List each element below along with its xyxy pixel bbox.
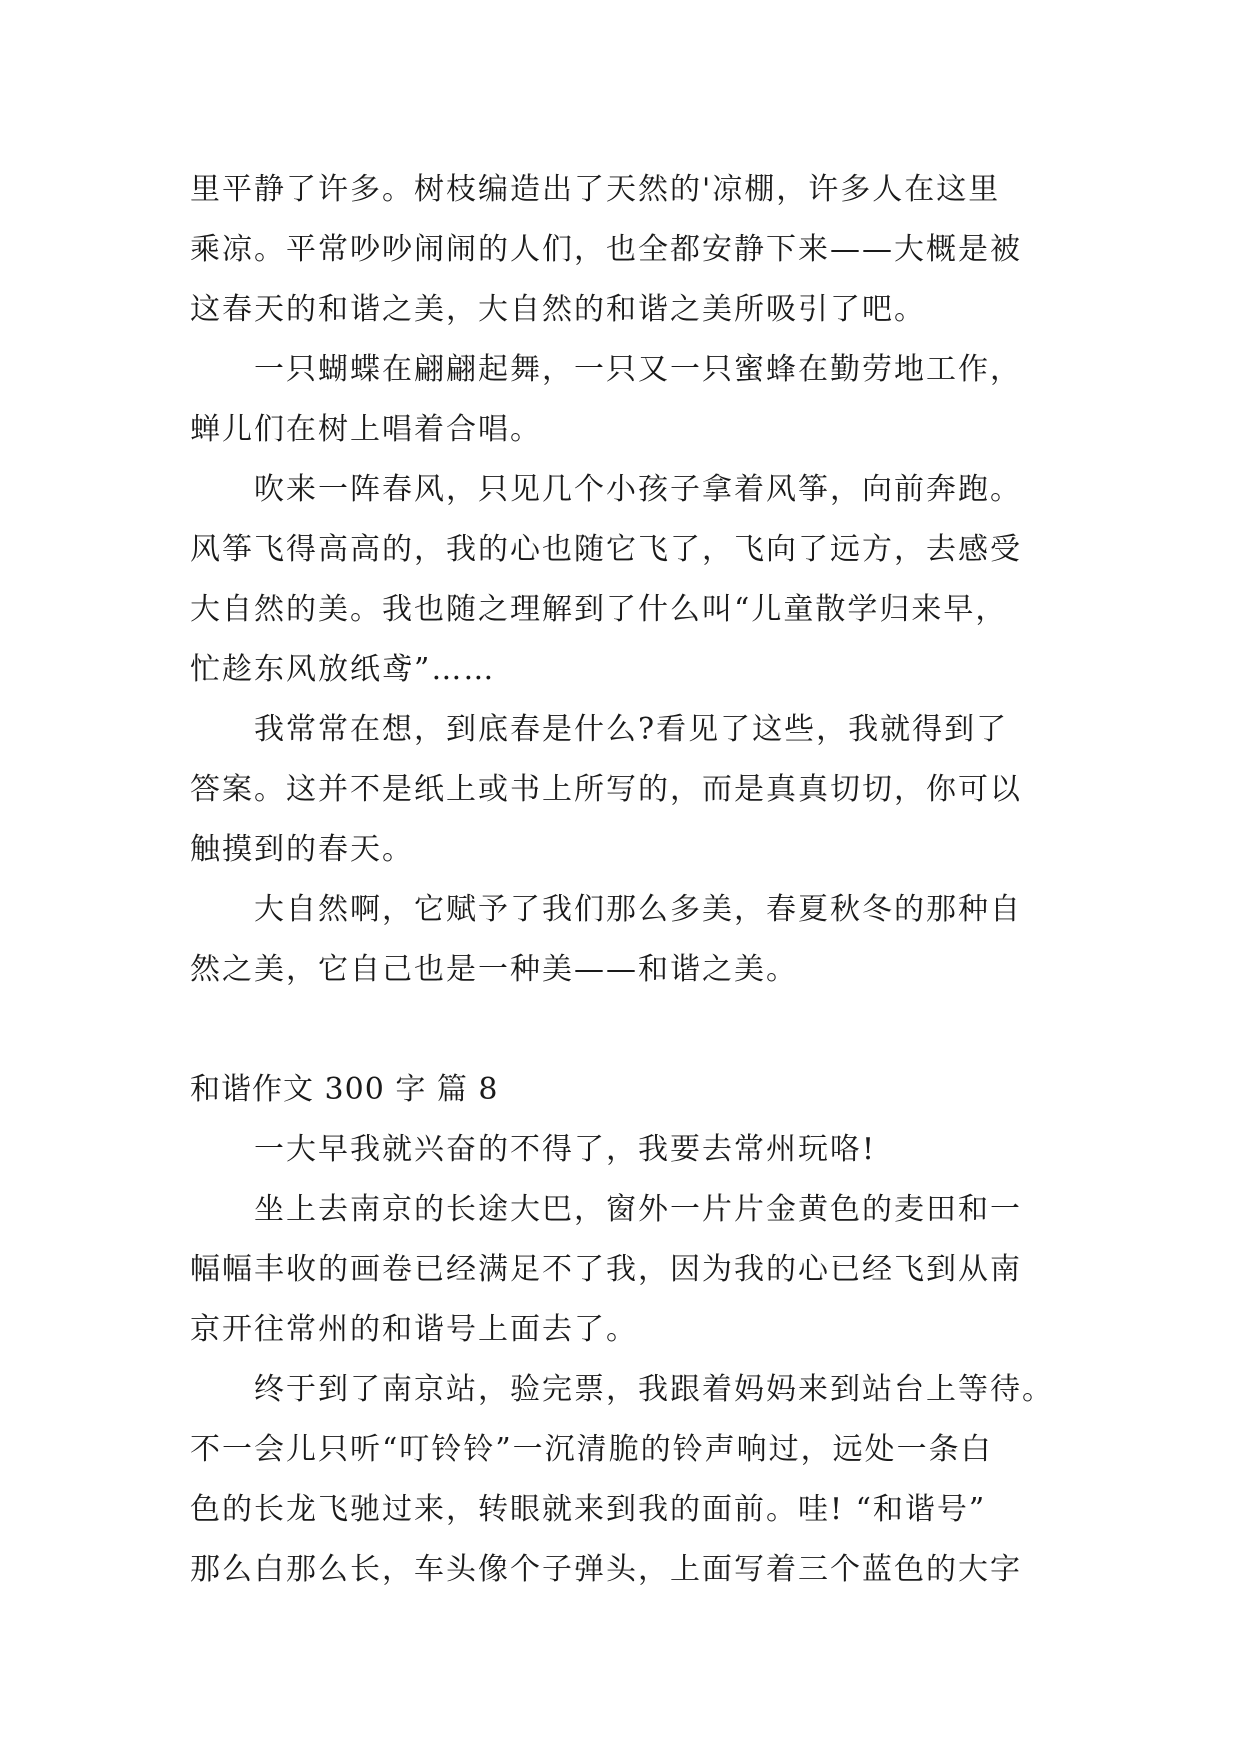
text-line: 终于到了南京站，验完票，我跟着妈妈来到站台上等待。 xyxy=(254,1372,1054,1407)
paragraph-4 xyxy=(190,700,1060,880)
paragraph-1 xyxy=(190,160,1060,340)
text-line: 坐上去南京的长途大巴，窗外一片片金黄色的麦田和一 xyxy=(254,1192,1022,1227)
text-line: 里平静了许多。树枝编造出了天然的'凉棚，许多人在这里 xyxy=(190,172,1001,207)
paragraph-2 xyxy=(190,340,1060,460)
text-line: 京开往常州的和谐号上面去了。 xyxy=(190,1312,638,1347)
text-line: 风筝飞得高高的，我的心也随它飞了，飞向了远方，去感受 xyxy=(190,532,1022,567)
text-line: 幅幅丰收的画卷已经满足不了我，因为我的心已经飞到从南 xyxy=(190,1252,1022,1287)
text-line: 这春天的和谐之美，大自然的和谐之美所吸引了吧。 xyxy=(190,292,926,327)
text-line: 乘凉。平常吵吵闹闹的人们，也全都安静下来——大概是被 xyxy=(190,232,1022,267)
document-page xyxy=(190,160,1060,1600)
text-line: 蝉儿们在树上唱着合唱。 xyxy=(190,412,542,447)
text-line: 触摸到的春天。 xyxy=(190,832,414,867)
section-title: 和谐作文 300 字 篇 8 xyxy=(190,1072,499,1107)
section-paragraph-3 xyxy=(190,1360,1060,1600)
text-line: 不一会儿只听“叮铃铃”一沉清脆的铃声响过，远处一条白 xyxy=(190,1432,993,1467)
text-line: 吹来一阵春风，只见几个小孩子拿着风筝，向前奔跑。 xyxy=(254,472,1022,507)
text-line: 然之美，它自己也是一种美——和谐之美。 xyxy=(190,952,798,987)
text-line: 大自然的美。我也随之理解到了什么叫“儿童散学归来早， xyxy=(190,592,1008,627)
text-line: 那么白那么长，车头像个子弹头，上面写着三个蓝色的大字 xyxy=(190,1552,1022,1587)
text-line: 我常常在想，到底春是什么?看见了这些，我就得到了 xyxy=(254,712,1009,747)
text-line: 色的长龙飞驰过来，转眼就来到我的面前。哇! “和谐号” xyxy=(190,1492,987,1527)
section-paragraph-1 xyxy=(190,1120,1060,1180)
text-line: 忙趁东风放纸鸢”…… xyxy=(190,652,496,687)
paragraph-5 xyxy=(190,880,1060,1000)
text-line: 一大早我就兴奋的不得了，我要去常州玩咯! xyxy=(254,1132,877,1167)
text-line: 一只蝴蝶在翩翩起舞，一只又一只蜜蜂在勤劳地工作， xyxy=(254,352,1022,387)
text-line: 大自然啊，它赋予了我们那么多美，春夏秋冬的那种自 xyxy=(254,892,1022,927)
section-paragraph-2 xyxy=(190,1180,1060,1360)
paragraph-3 xyxy=(190,460,1060,700)
text-line: 答案。这并不是纸上或书上所写的，而是真真切切，你可以 xyxy=(190,772,1022,807)
